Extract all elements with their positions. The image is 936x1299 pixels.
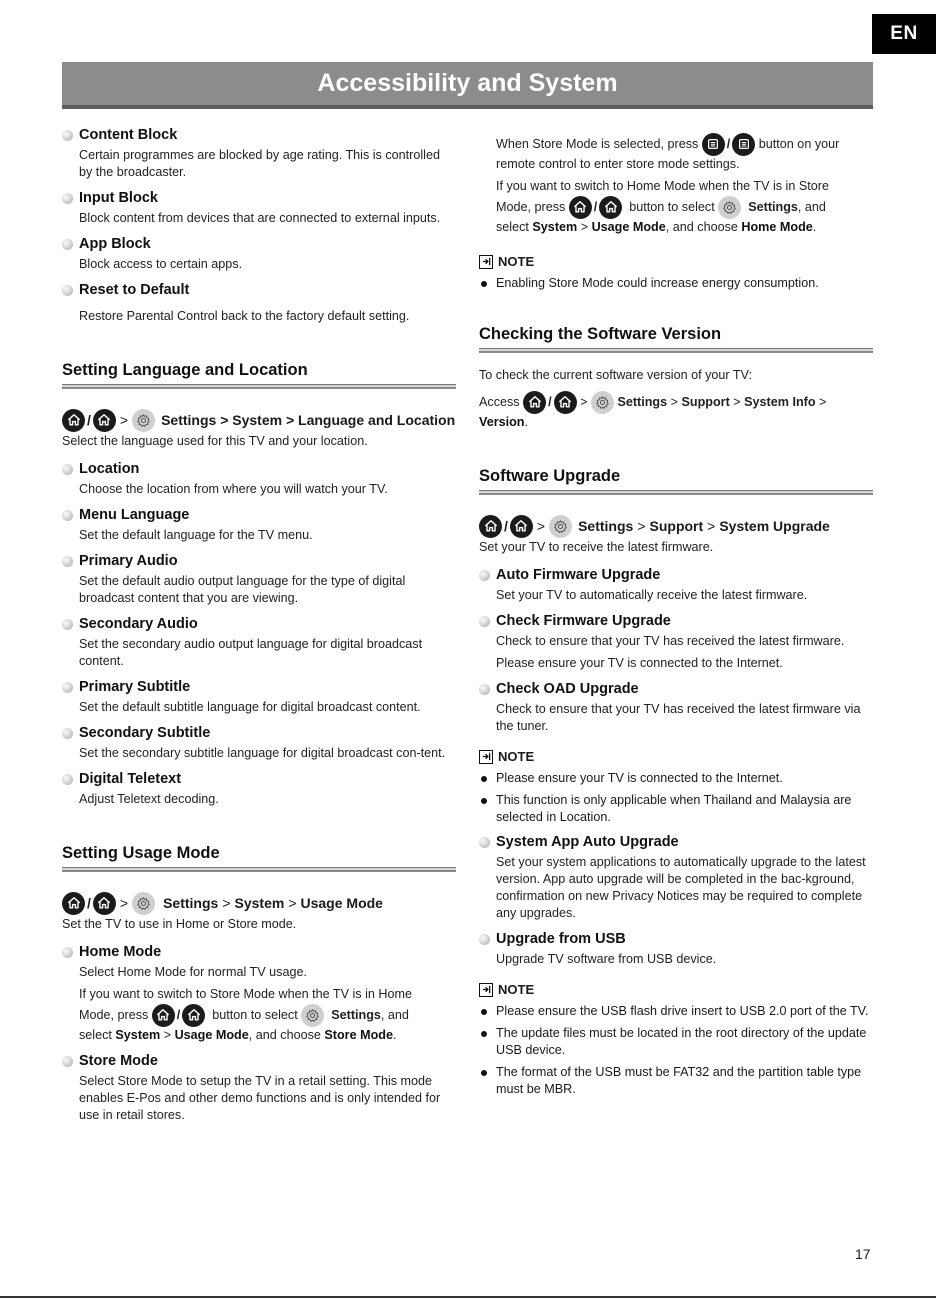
item-desc: Set your TV to automatically receive the latest firmware.: [496, 588, 808, 602]
text: Usage Mode: [174, 1028, 249, 1042]
item-desc: Set the default audio output language for the type of digital broadcast content that you are viewing.: [79, 574, 406, 605]
section-intro: Set the TV to use in Home or Store mode.: [62, 917, 297, 931]
path-usage-mode: Usage Mode: [300, 895, 383, 911]
list-item: [62, 504, 456, 544]
text: button on your: [758, 137, 840, 151]
home-icon: [93, 892, 116, 915]
language-tab: EN: [872, 14, 936, 54]
item-desc: Restore Parental Control back to the factory default setting.: [79, 309, 410, 323]
item-desc: Set the default language for the TV menu.: [79, 528, 313, 542]
note-label: NOTE: [498, 254, 535, 269]
text: remote control to enter store mode settings.: [496, 157, 740, 171]
home-icon: [93, 409, 116, 432]
home-icon: [523, 391, 546, 414]
note-icon: [479, 255, 493, 269]
note-item: Please ensure your TV is connected to the Internet.: [479, 770, 873, 787]
section-heading-language: Setting Language and Location: [62, 361, 308, 379]
gear-icon: [132, 892, 155, 915]
item-desc: Certain programmes are blocked by age rating. This is controlled by the broadcaster.: [79, 148, 440, 179]
menu-path-upgrade: / > Settings > Support > System Upgrade: [479, 513, 873, 539]
instruction-line: When Store Mode is selected, press / button on your: [496, 132, 873, 156]
home-icon: [510, 515, 533, 538]
note-icon: [479, 750, 493, 764]
text: Settings: [748, 200, 798, 214]
path-system-upgrade: System Upgrade: [719, 518, 830, 534]
item-desc: Block content from devices that are connected to external inputs.: [79, 211, 441, 225]
gear-icon: [301, 1004, 324, 1027]
item-desc: Select Store Mode to setup the TV in a retail setting. This mode enables E-Pos and other demo functions and is only intended for use in retail stores.: [79, 1074, 441, 1122]
home-icon: [479, 515, 502, 538]
path-settings: Settings: [163, 895, 219, 911]
section-heading-usage: Setting Usage Mode: [62, 844, 220, 862]
page-banner-title: Accessibility and System: [62, 62, 873, 109]
text: When Store Mode is selected, press: [496, 137, 699, 151]
list-item: [62, 941, 456, 1044]
text: Mode, press: [79, 1008, 149, 1022]
item-desc: Choose the location from where you will watch your TV.: [79, 482, 388, 496]
item-desc: Adjust Teletext decoding.: [79, 792, 219, 806]
instruction-line: select System > Usage Mode, and choose Home Mode.: [496, 220, 817, 234]
item-title: Primary Subtitle: [79, 679, 191, 695]
list-item: [62, 613, 456, 670]
item-title: Home Mode: [79, 944, 162, 960]
list-item: [62, 550, 456, 607]
item-desc: Upgrade TV software from USB device.: [496, 952, 717, 966]
menu-icon: [702, 133, 725, 156]
section-intro: To check the current software version of your TV:: [479, 368, 752, 382]
list-item: [62, 187, 456, 227]
item-desc: If you want to switch to Store Mode when the TV is in Home: [79, 987, 412, 1001]
list-item: [479, 928, 873, 968]
instruction-line: Mode, press / button to select Settings , and: [79, 1003, 456, 1027]
item-title: Content Block: [79, 127, 178, 143]
text: select: [496, 220, 529, 234]
home-icon: [62, 892, 85, 915]
item-desc: Check to ensure that your TV has received the latest firmware via the tuner.: [496, 702, 861, 733]
item-desc: Set the secondary audio output language for digital broadcast content.: [79, 637, 423, 668]
note-item: Please ensure the USB flash drive insert to USB 2.0 port of the TV.: [479, 1003, 873, 1020]
text: Settings: [617, 395, 668, 409]
text: System Info: [744, 395, 816, 409]
left-column: [62, 124, 456, 1124]
item-title: Location: [79, 461, 140, 477]
item-desc: Please ensure your TV is connected to the Internet.: [496, 656, 783, 670]
text: Version: [479, 415, 525, 429]
instruction-line: select System > Usage Mode, and choose Store Mode.: [79, 1028, 397, 1042]
list-item: [62, 279, 456, 325]
note-item: Enabling Store Mode could increase energy consumption.: [479, 275, 873, 292]
note-label: NOTE: [498, 982, 535, 997]
item-desc: Set your system applications to automatically upgrade to the latest version. App auto upgrade will be completed in the bac-kground, confirmation on new Privacy Notices may be required to complete any upgrades.: [496, 855, 866, 920]
note-heading: [479, 749, 873, 764]
item-desc: Check to ensure that your TV has received the latest firmware.: [496, 634, 845, 648]
note-icon: [479, 983, 493, 997]
gear-icon: [549, 515, 572, 538]
note-item: This function is only applicable when Thailand and Malaysia are selected in Location.: [479, 792, 873, 826]
item-title: System App Auto Upgrade: [496, 834, 679, 850]
text: , and choose: [248, 1028, 321, 1042]
item-desc: Set the secondary subtitle language for digital broadcast con-tent.: [79, 746, 446, 760]
note-item: The format of the USB must be FAT32 and the partition table type must be MBR.: [479, 1064, 873, 1098]
item-desc: Block access to certain apps.: [79, 257, 243, 271]
text: , and choose: [665, 220, 738, 234]
text: button to select: [629, 200, 715, 214]
item-title: Menu Language: [79, 507, 190, 523]
list-item: [62, 233, 456, 273]
path-settings: Settings: [578, 518, 634, 534]
text: Mode, press: [496, 200, 566, 214]
item-title: Secondary Subtitle: [79, 725, 211, 741]
item-title: Auto Firmware Upgrade: [496, 567, 661, 583]
item-title: Secondary Audio: [79, 616, 198, 632]
instruction-line: Mode, press / button to select Settings , and: [496, 195, 873, 219]
section-heading-software: Checking the Software Version: [479, 325, 722, 343]
path-support: Support: [649, 518, 704, 534]
list-item: [62, 722, 456, 762]
menu-icon: [732, 133, 755, 156]
home-icon: [152, 1004, 175, 1027]
path-text: Settings > System > Language and Location: [161, 412, 456, 428]
text: Home Mode: [741, 220, 813, 234]
path-system: System: [234, 895, 285, 911]
list-item: [479, 831, 873, 922]
home-icon: [554, 391, 577, 414]
bottom-rule: [0, 1296, 936, 1298]
right-column-lower: [479, 254, 873, 1103]
item-title: Input Block: [79, 190, 158, 206]
note-item: The update files must be located in the root directory of the update USB device.: [479, 1025, 873, 1059]
note-heading: [479, 254, 873, 269]
text: Support: [681, 395, 730, 409]
home-icon: [182, 1004, 205, 1027]
instruction-line: Version.: [479, 415, 528, 429]
item-title: Check OAD Upgrade: [496, 681, 639, 697]
list-item: [479, 610, 873, 672]
list-item: [62, 1050, 456, 1124]
list-item: [479, 678, 873, 735]
item-title: Reset to Default: [79, 282, 190, 298]
list-item: [62, 124, 456, 181]
section-intro: Set your TV to receive the latest firmware.: [479, 540, 714, 554]
note-list: [479, 275, 873, 292]
text: , and: [797, 200, 826, 214]
item-title: App Block: [79, 236, 151, 252]
home-icon: [569, 196, 592, 219]
page-number: 17: [855, 1246, 871, 1262]
item-title: Digital Teletext: [79, 771, 182, 787]
text: select: [79, 1028, 112, 1042]
item-title: Store Mode: [79, 1053, 158, 1069]
text: button to select: [212, 1008, 298, 1022]
text: Settings: [331, 1008, 381, 1022]
note-label: NOTE: [498, 749, 535, 764]
list-item: [62, 458, 456, 498]
parental-items: [62, 124, 456, 325]
note-heading: [479, 982, 873, 997]
item-title: Primary Audio: [79, 553, 178, 569]
home-icon: [599, 196, 622, 219]
text: System: [532, 220, 578, 234]
note-list: [479, 770, 873, 826]
item-desc: Set the default subtitle language for digital broadcast content.: [79, 700, 421, 714]
menu-path-language: / > Settings > System > Language and Location: [62, 407, 456, 433]
menu-path-usage: / > Settings > System > Usage Mode: [62, 890, 456, 916]
section-heading-upgrade: Software Upgrade: [479, 467, 621, 485]
text: Store Mode: [324, 1028, 393, 1042]
instruction-line: Access / > Settings > Support > System Info >: [479, 390, 873, 414]
right-column: [479, 132, 873, 236]
text: , and: [380, 1008, 409, 1022]
section-intro: Select the language used for this TV and your location.: [62, 434, 368, 448]
item-title: Check Firmware Upgrade: [496, 613, 671, 629]
gear-icon: [718, 196, 741, 219]
text: Access: [479, 395, 520, 409]
list-item: [62, 768, 456, 808]
gear-icon: [591, 391, 614, 414]
item-title: Upgrade from USB: [496, 931, 626, 947]
text: If you want to switch to Home Mode when the TV is in Store: [496, 179, 829, 193]
list-item: [479, 564, 873, 604]
home-icon: [62, 409, 85, 432]
gear-icon: [132, 409, 155, 432]
note-list: [479, 1003, 873, 1098]
list-item: [62, 676, 456, 716]
text: Usage Mode: [591, 220, 666, 234]
item-desc: Select Home Mode for normal TV usage.: [79, 965, 307, 979]
text: System: [115, 1028, 161, 1042]
